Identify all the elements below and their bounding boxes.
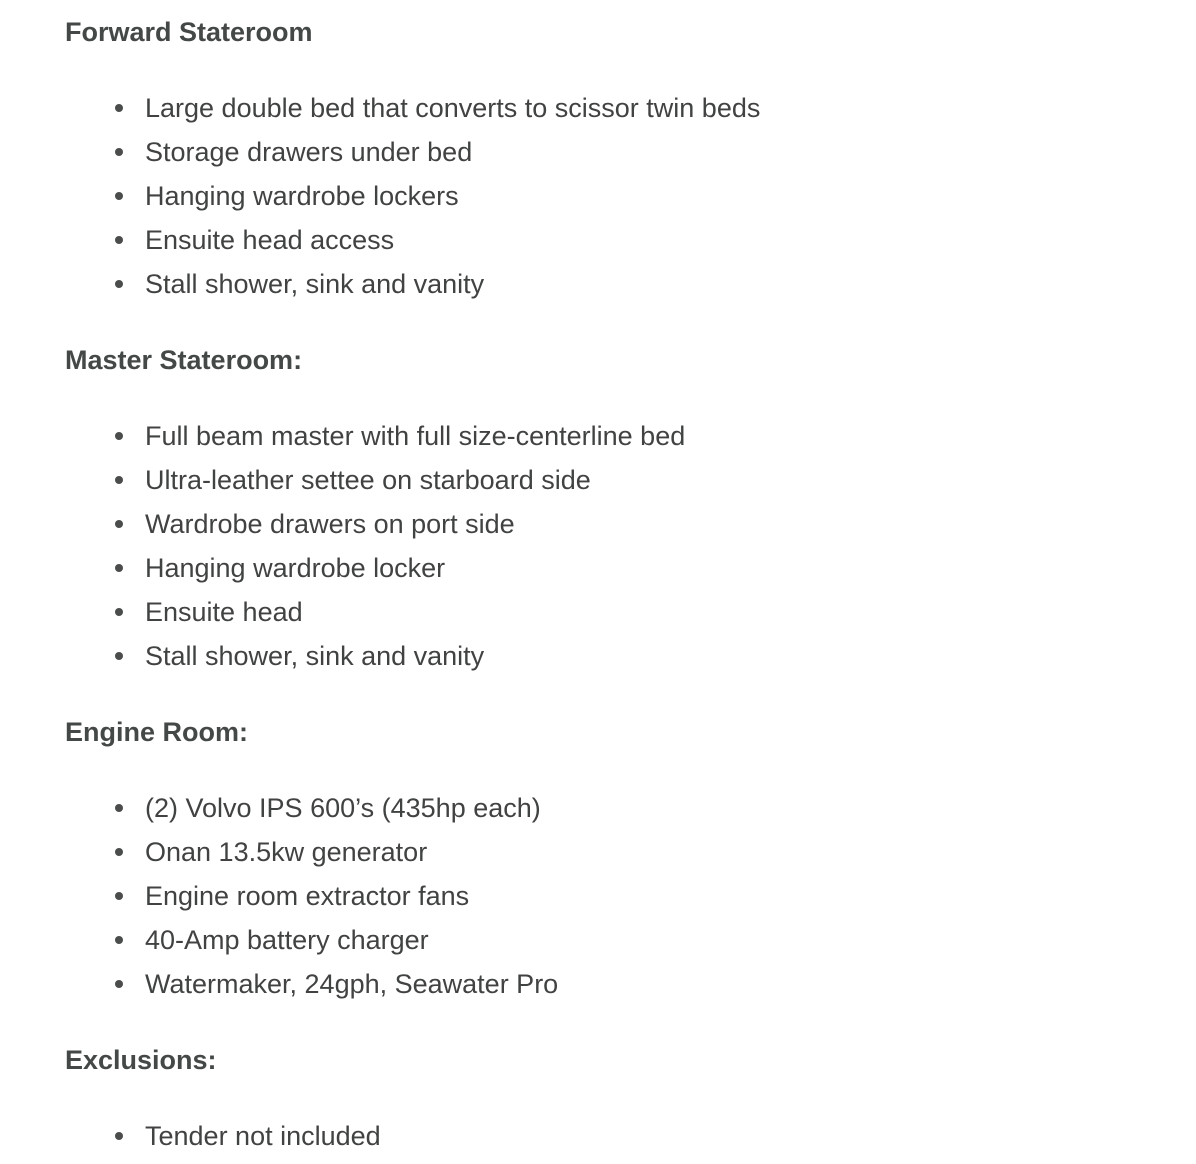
list-item — [65, 174, 1196, 218]
list-item-text: Wardrobe drawers on port side — [145, 509, 515, 539]
list-item-text: Hanging wardrobe locker — [145, 553, 446, 583]
bullet-icon — [115, 280, 123, 288]
list-item — [65, 962, 1196, 1006]
bullet-icon — [115, 804, 123, 812]
list-item-text: Onan 13.5kw generator — [145, 837, 428, 867]
list-item-text: Tender not included — [145, 1121, 381, 1151]
list-item — [65, 1114, 1196, 1158]
list-item — [65, 546, 1196, 590]
list-item-text: Stall shower, sink and vanity — [145, 269, 485, 299]
bullet-icon — [115, 192, 123, 200]
list-item-text: Ultra-leather settee on starboard side — [145, 465, 591, 495]
list-item — [65, 130, 1196, 174]
bullet-icon — [115, 236, 123, 244]
list-item-text: Engine room extractor fans — [145, 881, 470, 911]
list-item — [65, 874, 1196, 918]
bullet-icon — [115, 608, 123, 616]
list-item — [65, 458, 1196, 502]
list-item-text: Full beam master with full size-centerline bed — [145, 421, 686, 451]
list-item-text: (2) Volvo IPS 600’s (435hp each) — [145, 793, 541, 823]
bullet-icon — [115, 148, 123, 156]
bullet-icon — [115, 104, 123, 112]
bullet-icon — [115, 564, 123, 572]
exclusions-list — [65, 1114, 1196, 1158]
list-item-text: Watermaker, 24gph, Seawater Pro — [145, 969, 559, 999]
list-item — [65, 590, 1196, 634]
section-title-master-stateroom: Master Stateroom: — [65, 345, 303, 375]
master-stateroom-list — [65, 414, 1196, 678]
forward-stateroom-list — [65, 86, 1196, 306]
list-item — [65, 502, 1196, 546]
list-item-text: Ensuite head access — [145, 225, 395, 255]
engine-room-list — [65, 786, 1196, 1006]
bullet-icon — [115, 892, 123, 900]
bullet-icon — [115, 432, 123, 440]
section-title-forward-stateroom: Forward Stateroom — [65, 17, 313, 47]
list-item — [65, 786, 1196, 830]
list-item — [65, 262, 1196, 306]
list-item-text: Hanging wardrobe lockers — [145, 181, 459, 211]
list-item — [65, 414, 1196, 458]
list-item-text: Ensuite head — [145, 597, 303, 627]
bullet-icon — [115, 848, 123, 856]
section-title-engine-room: Engine Room: — [65, 717, 248, 747]
section-title-exclusions: Exclusions: — [65, 1045, 217, 1075]
bullet-icon — [115, 980, 123, 988]
list-item-text: Large double bed that converts to scissor twin beds — [145, 93, 761, 123]
bullet-icon — [115, 652, 123, 660]
list-item — [65, 918, 1196, 962]
list-item-text: Storage drawers under bed — [145, 137, 473, 167]
list-item-text: 40-Amp battery charger — [145, 925, 429, 955]
bullet-icon — [115, 1132, 123, 1140]
bullet-icon — [115, 936, 123, 944]
list-item-text: Stall shower, sink and vanity — [145, 641, 485, 671]
bullet-icon — [115, 476, 123, 484]
list-item — [65, 218, 1196, 262]
bullet-icon — [115, 520, 123, 528]
list-item — [65, 830, 1196, 874]
list-item — [65, 634, 1196, 678]
list-item — [65, 86, 1196, 130]
